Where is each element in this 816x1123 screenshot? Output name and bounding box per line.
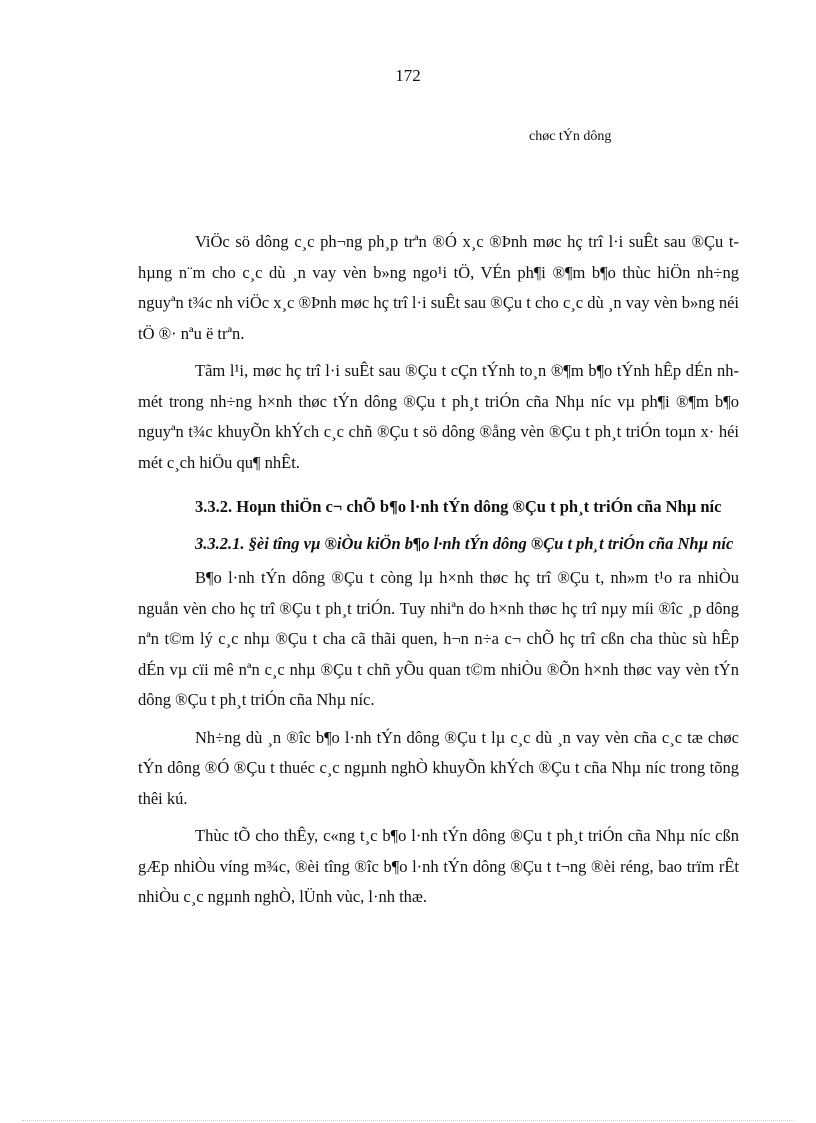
subsection-heading: 3.3.2.1. §èi tîng vµ ®iÒu kiÖn b¶o l·nh tÝn dông ®Çu t ph¸t triÓn cña Nhµ níc: [195, 533, 734, 553]
page-number: 172: [395, 66, 421, 85]
paragraph: B¶o l·nh tÝn dông ®Çu t còng lµ h×nh thøc hç trî ®Çu t, nh»m t¹o ra nhiÒu nguån vèn cho hç trî ®Çu t ph¸t triÓn. Tuy nhiªn do h×nh thøc hç trî nµy míi ®îc ¸p dông nªn t©m lý c¸c nhµ ®Çu t cha cã thãi quen, h¬n n÷a c¬ chÕ hç trî cßn cha thùc sù hÊp dÉn vµ cïi mê nªn c¸c nhµ ®Çu t chñ yÕu quan t©m nhiÒu ®Õn h×nh thøc vay vèn tÝn dông ®Çu t ph¸t triÓn cña Nhµ níc.: [138, 568, 739, 709]
footer-divider: [22, 1120, 794, 1121]
paragraph: Tãm l¹i, møc hç trî l·i suÊt sau ®Çu t cÇn tÝnh to¸n ®¶m b¶o tÝnh hÊp dÉn nh mét trong nh÷ng h×nh thøc tÝn dông ®Çu t ph¸t triÓn cña Nhµ níc vµ ph¶i ®¶m b¶o nguyªn t¾c khuyÕn khÝch c¸c chñ ®Çu t sö dông ®ång vèn ®Çu t ph¸t triÓn toµn x· héi mét c¸ch hiÖu qu¶ nhÊt.: [138, 361, 739, 472]
body-text: [138, 227, 739, 913]
running-head: chøc tÝn dông: [529, 129, 612, 144]
section-heading: 3.3.2. Hoµn thiÖn c¬ chÕ b¶o l·nh tÝn dông ®Çu t ph¸t triÓn cña Nhµ níc: [195, 497, 722, 516]
paragraph: ViÖc sö dông c¸c ph¬ng ph¸p trªn ®Ó x¸c ®Þnh møc hç trî l·i suÊt sau ®Çu t hµng n¨m cho c¸c dù ¸n vay vèn b»ng ngo¹i tÖ, VÉn ph¶i ®¶m b¶o thùc hiÖn nh÷ng nguyªn t¾c nh viÖc x¸c ®Þnh møc hç trî l·i suÊt sau ®Çu t cho c¸c dù ¸n vay vèn b»ng néi tÖ ®· nªu ë trªn.: [138, 232, 739, 343]
paragraph: Thùc tÕ cho thÊy, c«ng t¸c b¶o l·nh tÝn dông ®Çu t ph¸t triÓn cña Nhµ níc cßn gÆp nhiÒu víng m¾c, ®èi tîng ®îc b¶o l·nh tÝn dông ®Çu t t¬ng ®èi réng, bao trïm rÊt nhiÒu c¸c ngµnh nghÒ, lÜnh vùc, l·nh thæ.: [138, 826, 739, 906]
paragraph: Nh÷ng dù ¸n ®îc b¶o l·nh tÝn dông ®Çu t lµ c¸c dù ¸n vay vèn cña c¸c tæ chøc tÝn dông ®Ó ®Çu t thuéc c¸c ngµnh nghÒ khuyÕn khÝch ®Çu t cña Nhµ níc trong tõng thêi kú.: [138, 727, 739, 808]
